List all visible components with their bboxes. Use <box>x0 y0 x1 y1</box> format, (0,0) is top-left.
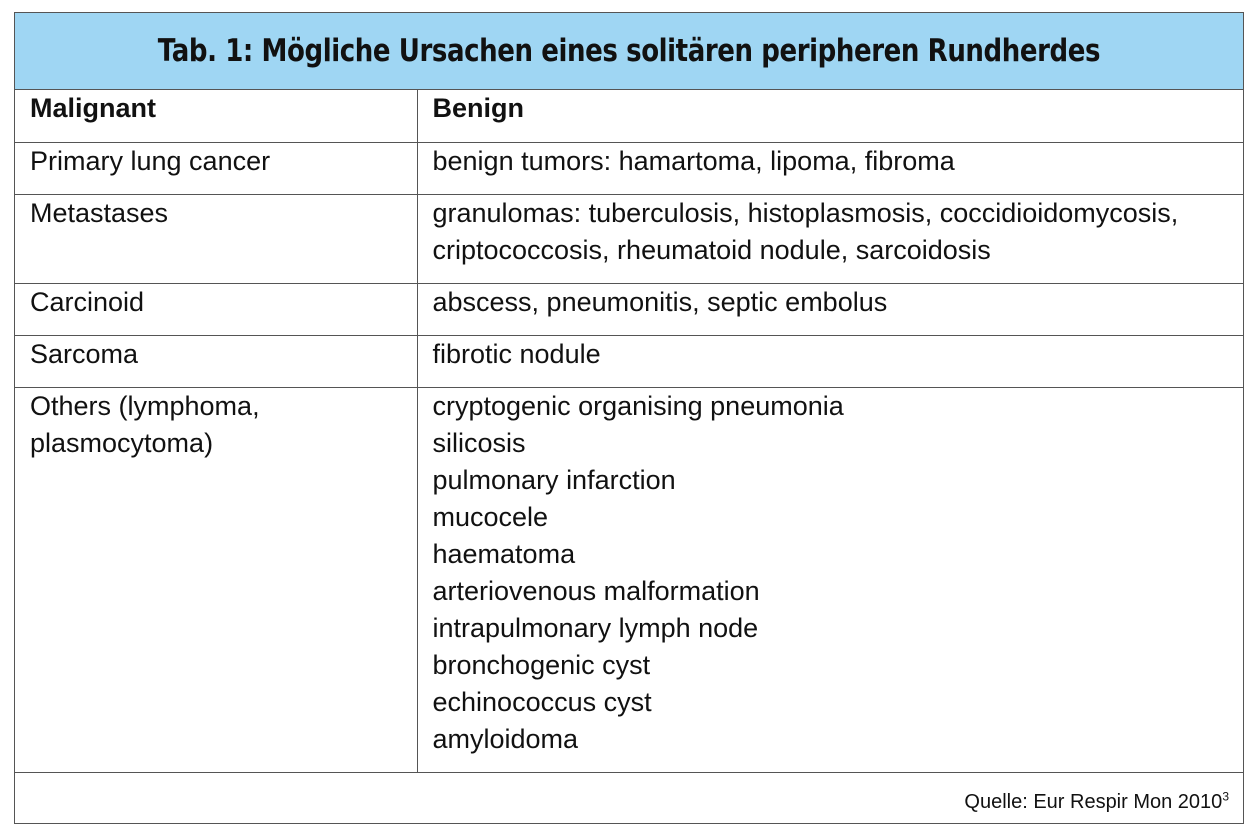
cell-line: echinococcus cyst <box>432 686 652 717</box>
benign-cell <box>417 335 1243 387</box>
cell-line: mucocele <box>432 501 549 532</box>
cell-line: haematoma <box>432 538 576 569</box>
cell-line: Sarcoma <box>30 338 139 369</box>
cell-line: fibrotic nodule <box>432 338 601 369</box>
malignant-cell <box>15 283 417 335</box>
cell-line: cryptogenic organising pneumonia <box>432 390 844 421</box>
cell-line: bronchogenic cyst <box>432 649 651 680</box>
table-row <box>15 335 1243 387</box>
malignant-cell <box>15 387 417 772</box>
header-benign: Benign <box>417 90 1243 142</box>
cell-line: pulmonary infarction <box>432 464 676 495</box>
table-title: Tab. 1: Mögliche Ursachen eines solitären peripheren Rundherdes <box>157 33 1101 69</box>
source-superscript: 3 <box>1222 788 1229 803</box>
cell-line: plasmocytoma) <box>30 427 214 458</box>
malignant-cell <box>15 194 417 283</box>
benign-cell <box>417 194 1243 283</box>
table-row <box>15 283 1243 335</box>
benign-cell <box>417 283 1243 335</box>
malignant-cell <box>15 335 417 387</box>
causes-table <box>14 12 1244 824</box>
malignant-cell <box>15 142 417 194</box>
cell-line: benign tumors: hamartoma, lipoma, fibroma <box>432 145 955 176</box>
cell-line: Carcinoid <box>30 286 145 317</box>
cell-line: intrapulmonary lymph node <box>432 612 759 643</box>
source-citation <box>964 788 1229 814</box>
cell-line: silicosis <box>432 427 526 458</box>
table-grid <box>15 90 1243 773</box>
header-row <box>15 90 1243 142</box>
cell-line: abscess, pneumonitis, septic embolus <box>432 286 888 317</box>
cell-line: Metastases <box>30 197 169 228</box>
table-row <box>15 387 1243 772</box>
source-text: Quelle: Eur Respir Mon 2010 <box>964 790 1223 813</box>
source-row <box>15 773 1243 825</box>
cell-line: Others (lymphoma, <box>30 390 260 421</box>
cell-line: Primary lung cancer <box>30 145 271 176</box>
benign-cell <box>417 387 1243 772</box>
table-row <box>15 142 1243 194</box>
table-title-bar <box>15 13 1243 90</box>
cell-line: granulomas: tuberculosis, histoplasmosis, coccidioidomycosis, <box>432 197 1179 228</box>
table-row <box>15 194 1243 283</box>
cell-line: arteriovenous malformation <box>432 575 760 606</box>
header-malignant: Malignant <box>15 90 417 142</box>
benign-cell <box>417 142 1243 194</box>
cell-line: criptococcosis, rheumatoid nodule, sarcoidosis <box>432 234 991 265</box>
cell-line: amyloidoma <box>432 723 579 754</box>
